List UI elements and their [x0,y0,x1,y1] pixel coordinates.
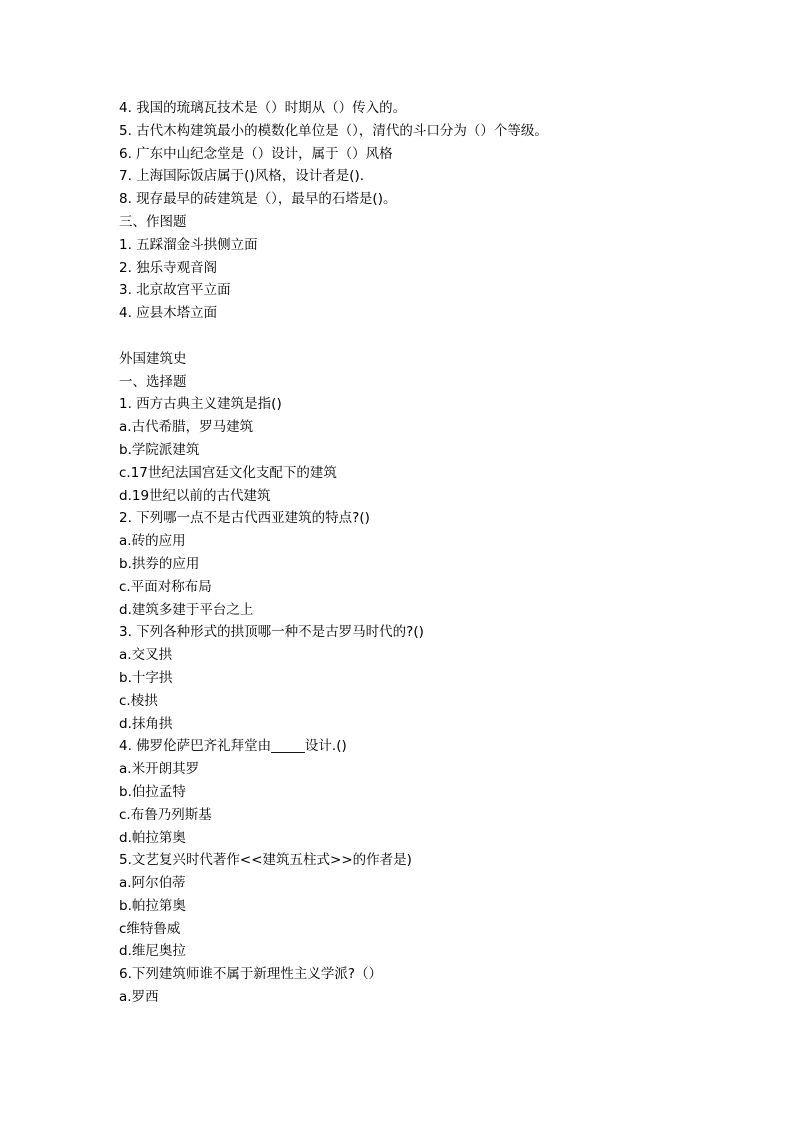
mc-q5-option-b: b.帕拉第奥 [119,897,186,914]
mc-q1-option-c: c.17世纪法国宫廷文化支配下的建筑 [119,464,337,481]
question-5-modular-unit: 5. 古代木构建筑最小的模数化单位是（），清代的斗口分为（）个等级。 [119,122,548,139]
mc-q3-option-a: a.交叉拱 [119,647,173,664]
question-8-earliest-brick: 8. 现存最早的砖建筑是（），最早的石塔是()。 [119,191,397,208]
mc-q2-option-d: d.建筑多建于平台之上 [119,601,254,618]
document-page [119,97,759,1009]
mc-q5-option-a: a.阿尔伯蒂 [119,875,186,892]
mc-question-3: 3. 下列各种形式的拱顶哪一种不是古罗马时代的?() [119,624,424,641]
mc-question-5: 5.文艺复兴时代著作<<建筑五柱式>>的作者是) [119,852,412,869]
mc-q4-option-b: b.伯拉孟特 [119,783,186,800]
mc-question-6: 6.下列建筑师谁不属于新理性主义学派?（） [119,966,383,983]
question-7-park-hotel: 7. 上海国际饭店属于()风格，设计者是(). [119,168,365,185]
mc-q4-option-d: d.帕拉第奥 [119,829,186,846]
mc-q6-option-a: a.罗西 [119,989,159,1006]
mc-question-4: 4. 佛罗伦萨巴齐礼拜堂由_____设计.() [119,738,347,755]
mc-q2-option-b: b.拱券的应用 [119,555,200,572]
mc-q2-option-c: c.平面对称布局 [119,578,212,595]
section-heading-drawing: 三、作图题 [119,213,187,230]
blank-line [119,325,759,348]
mc-q5-option-d: d.维尼奥拉 [119,943,186,960]
mc-q3-option-b: b.十字拱 [119,669,173,686]
section-heading-multiple-choice: 一、选择题 [119,373,187,390]
mc-question-2: 2. 下列哪一点不是古代西亚建筑的特点?() [119,510,370,527]
mc-q2-option-a: a.砖的应用 [119,533,186,550]
question-4-glazed-tile: 4. 我国的琉璃瓦技术是（）时期从（）传入的。 [119,100,407,116]
mc-q1-option-b: b.学院派建筑 [119,441,200,458]
question-6-zhongshan-hall: 6. 广东中山纪念堂是（）设计，属于（）风格 [119,145,393,162]
mc-q4-option-a: a.米开朗其罗 [119,761,200,778]
mc-q3-option-c: c.棱拱 [119,692,158,709]
mc-question-1: 1. 西方古典主义建筑是指() [119,396,282,413]
mc-q1-option-a: a.古代希腊，罗马建筑 [119,419,254,436]
mc-q5-option-c: c维特鲁威 [119,920,181,937]
drawing-item-2: 2. 独乐寺观音阁 [119,259,218,276]
part-title-foreign-architecture: 外国建筑史 [119,350,187,367]
mc-q4-option-c: c.布鲁乃列斯基 [119,806,212,823]
drawing-item-3: 3. 北京故宫平立面 [119,282,231,299]
mc-q3-option-d: d.抹角拱 [119,715,173,732]
drawing-item-1: 1. 五踩溜金斗拱侧立面 [119,236,258,253]
drawing-item-4: 4. 应县木塔立面 [119,305,218,322]
mc-q1-option-d: d.19世纪以前的古代建筑 [119,487,271,504]
